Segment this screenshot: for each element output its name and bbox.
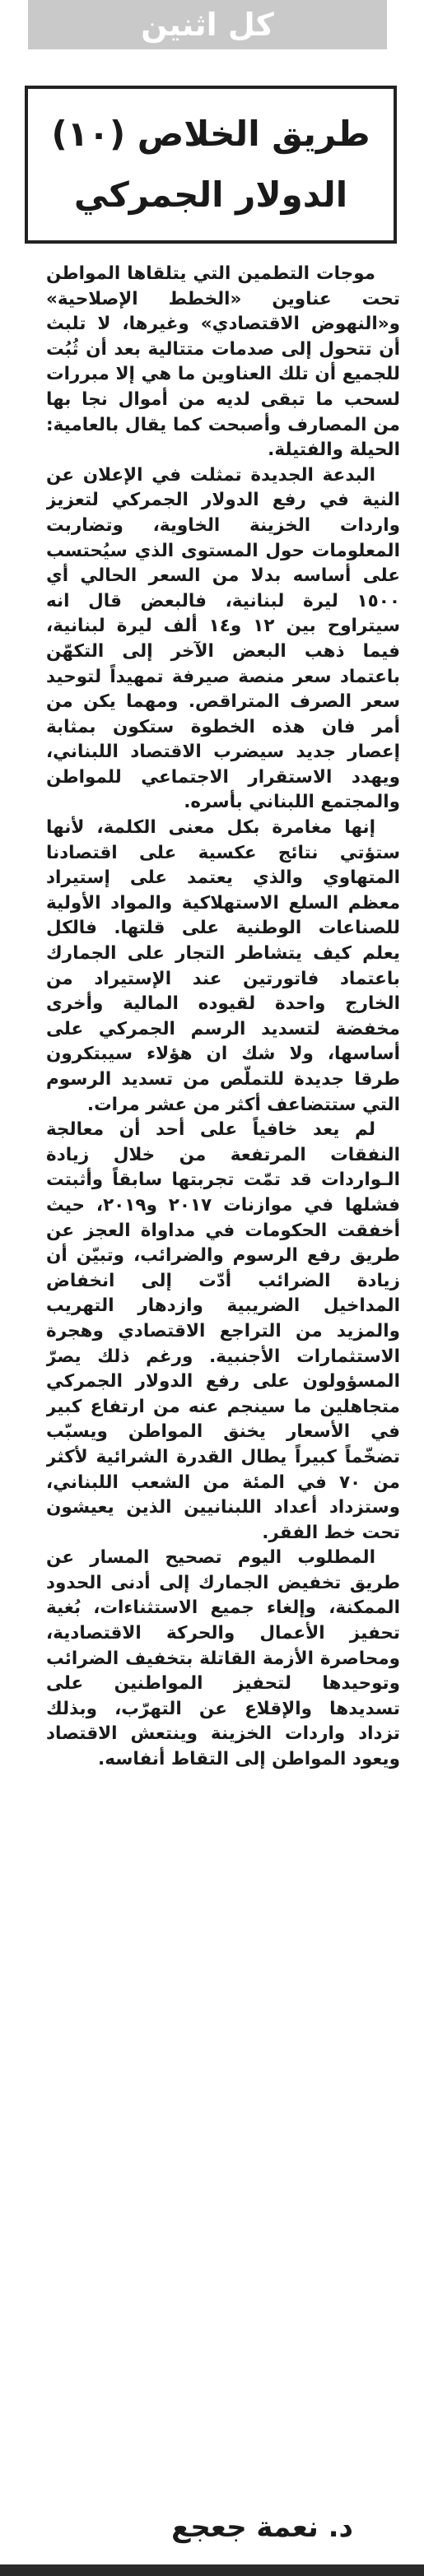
article-paragraph-2: البدعة الجديدة تمثلت في الإعلان عن النية في رفع الدولار الجمركي لتعزيز واردات الخزينة الخاوية، وتضاربت المعلومات حول المستوى الذي سيُحتسب على أساسه بدلا من السعر الحالي أي ١٥٠٠ ليرة لبنانية، فالبعض قال انه سيتراوح بين ١٢ و١٤ ألف ليرة لبنانية، فيما ذهب البعض الآخر إلى التكهّن باعتماد سعر منصة صيرفة تمهيداً لتوحيد سعر الصرف المتراقص. ومهما يكن من أمر فان هذه الخطوة ستكون بمثابة إعصار جديد سيضرب الاقتصاد اللبناني، ويهدد الاستقرار الاجتماعي للمواطن والمجتمع اللبناني بأسره.	[46, 464, 400, 813]
article-body	[46, 262, 400, 2500]
headline-line-2: الدولار الجمركي	[73, 174, 348, 215]
article-paragraph-5: المطلوب اليوم تصحيح المسار عن طريق تخفيض الجمارك إلى أدنى الحدود الممكنة، وإلغاء جميع الاستثناءات، بُغية تحفيز الأعمال والحركة الاقتصادية، ومحاصرة الأزمة القاتلة بتخفيف الضرائب وتوحيدها لتحفيز المواطنين على تسديدها والإقلاع عن التهرّب، وبذلك تزداد واردات الخزينة وينتعش الاقتصاد ويعود المواطن إلى التقاط أنفاسه.	[46, 1547, 400, 1770]
article-paragraph-3: إنها مغامرة بكل معنى الكلمة، لأنها ستؤتي نتائج عكسية على اقتصادنا المتهاوي والذي يعتمد على إستيراد معظم السلع الاستهلاكية والمواد الأولية للصناعات الوطنية على قلتها. فالكل يعلم كيف يتشاطر التجار على الجمارك باعتماد فاتورتين عند الإستيراد من الخارج واحدة لقيوده المالية وأخرى مخفضة لتسديد الرسم الجمركي على أساسها، ولا شك ان هؤلاء سيبتكرون طرقا جديدة للتملّص من تسديد الرسوم التي ستتضاعف أكثر من عشر مرات.	[46, 817, 400, 1115]
article-paragraph-4: لم يعد خافياً على أحد أن معالجة النفقات المرتفعة من خلال زيادة الـواردات قد تمّت تجربتها سابقاً وأثبتت فشلها في موازنات ٢٠١٧ و٢٠١٩، حيث أخفقت الحكومات في مداواة العجز عن طريق رفع الرسوم والضرائب، وتبيّن أن زيادة الضرائب أدّت إلى انخفاض المداخيل الضريبية وازدهار التهريب والمزيد من التراجع الاقتصادي وهجرة الاستثمارات الأجنبية. ورغم ذلك يصرّ المسؤولون على رفع الدولار الجمركي متجاهلين ما سينجم عنه من ارتفاع كبير في الأسعار يخنق المواطن ويسبّب تضخّماً كبيراً يطال القدرة الشرائية لأكثر من ٧٠ في المئة من الشعب اللبناني، وستزداد أعداد اللبنانيين الذين يعيشون تحت خط الفقر.	[46, 1119, 400, 1543]
headline-box	[25, 86, 397, 244]
article-paragraph-1: موجات التطمين التي يتلقاها المواطن تحت عناوين «الخطط الإصلاحية» و«النهوض الاقتصادي» وغيرها، لا تلبث أن تتحول إلى صدمات متتالية بعد أن ثُبُت للجميع أن تلك العناوين ما هي إلا مبررات لسحب ما تبقى لديه من أموال نجا بها من المصارف وأصبحت كما يقال بالعامية: الحيلة والفتيلة.	[46, 263, 400, 461]
column-section-header	[28, 0, 387, 49]
author-name: د. نعمة جعجع	[171, 2511, 353, 2544]
headline-line-1: طريق الخلاص (١٠)	[51, 114, 370, 154]
bottom-border-bar	[0, 2564, 424, 2576]
column-label: كل اثنين	[141, 7, 274, 43]
byline	[0, 2509, 424, 2550]
